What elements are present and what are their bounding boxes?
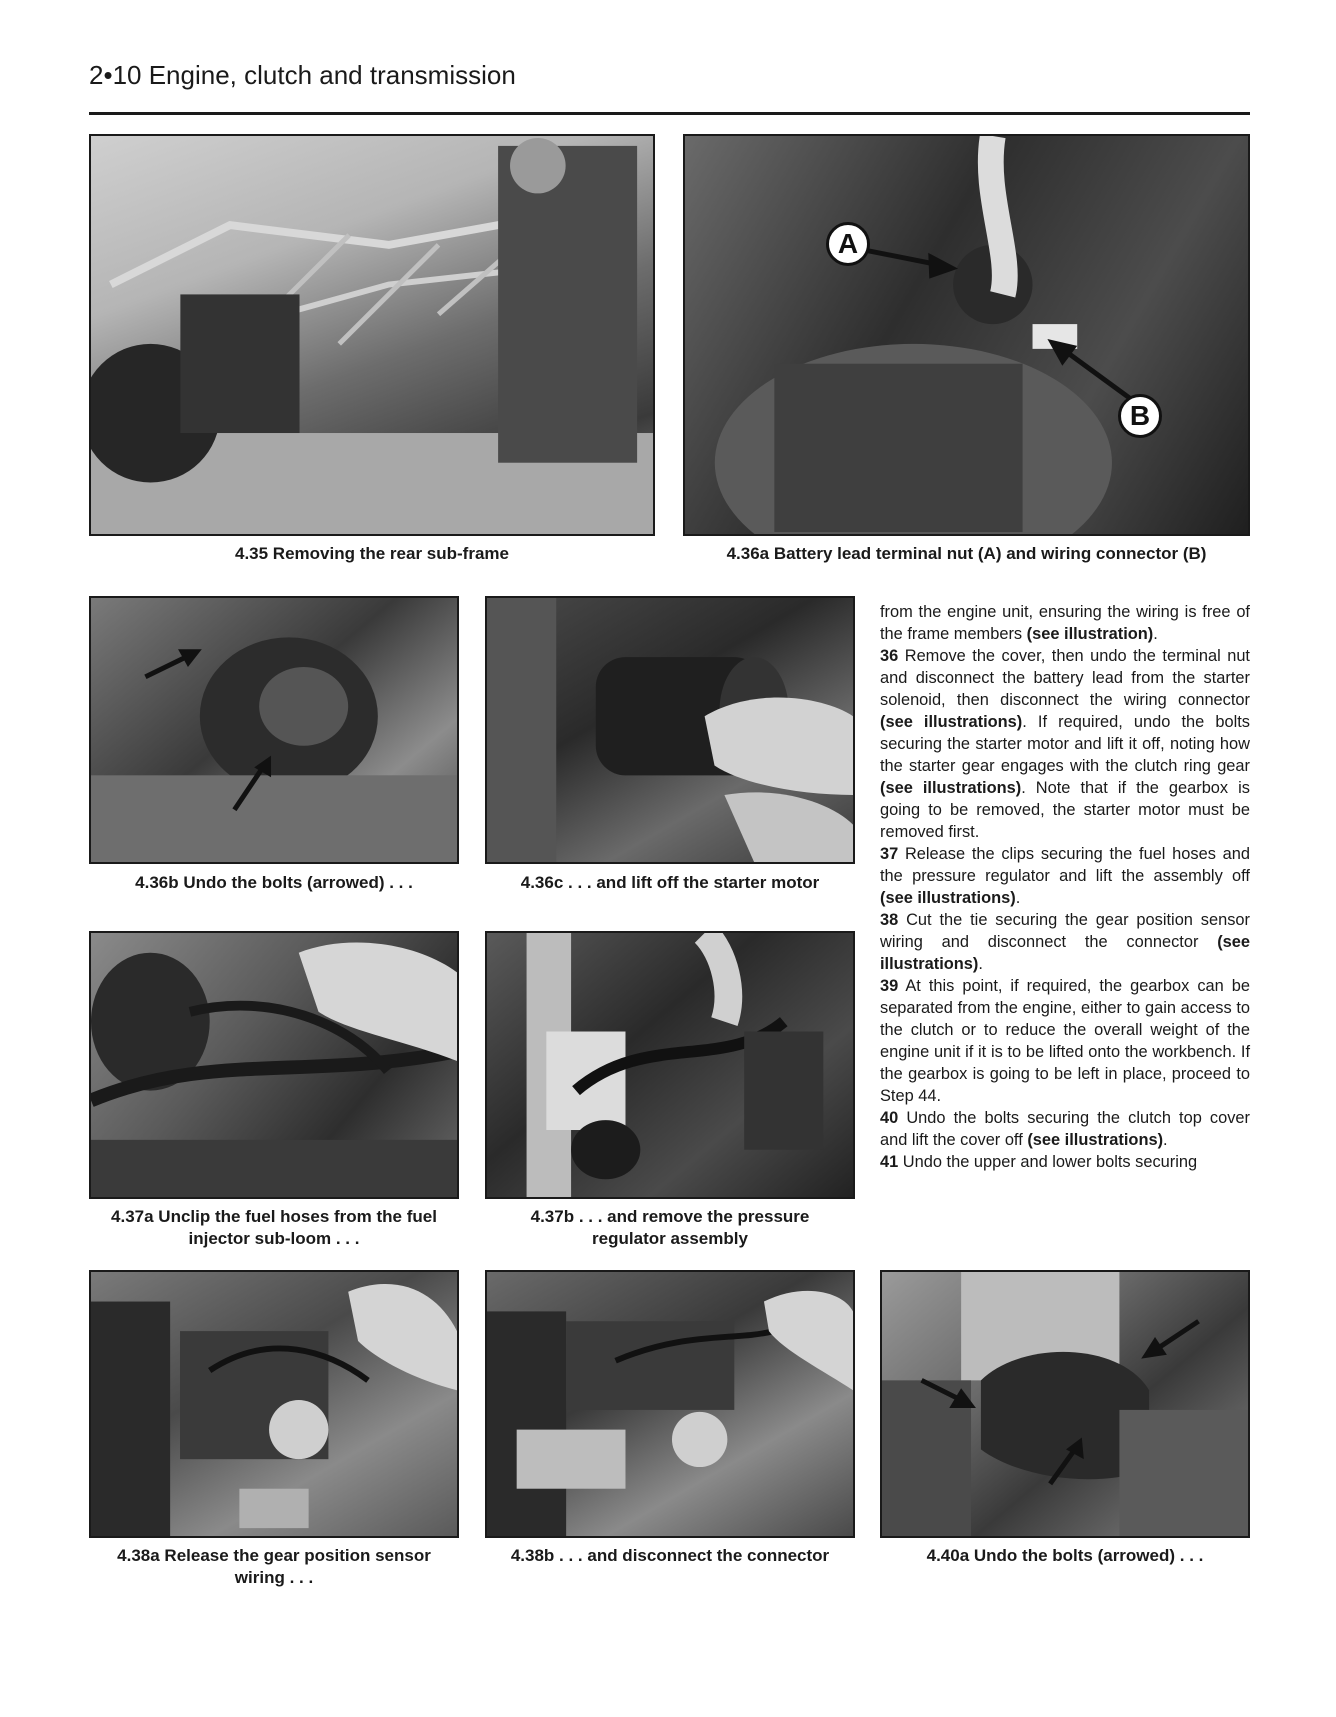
photo-fuel-hoses <box>89 931 459 1199</box>
text: Release the clips securing the fuel hoses and the pressure regulator and lift the assembly off <box>880 845 1250 885</box>
step-number: 41 <box>880 1153 899 1171</box>
step-number: 38 <box>880 911 899 929</box>
text: . <box>1153 625 1158 643</box>
caption-4-37a <box>89 1206 459 1250</box>
photo-clutch-cover-bolts <box>880 1270 1250 1538</box>
step-37 <box>880 843 1250 909</box>
step-40 <box>880 1107 1250 1151</box>
caption-4-38a <box>89 1545 459 1589</box>
paragraph-continued <box>880 601 1250 645</box>
caption-4-36c: 4.36c . . . and lift off the starter motor <box>520 873 820 892</box>
step-36 <box>880 645 1250 843</box>
step-38 <box>880 909 1250 975</box>
step-number: 36 <box>880 647 899 665</box>
text: Remove the cover, then undo the terminal nut and disconnect the battery lead from the starter solenoid, then disconnect the wiring connector <box>880 647 1250 709</box>
caption-4-38a-line1: 4.38a Release the gear position sensor <box>117 1546 431 1565</box>
marker-b: B <box>1118 394 1162 438</box>
photo-rear-subframe <box>89 134 655 536</box>
text: from the engine unit, ensuring the wiring is free of the frame members <box>880 603 1250 643</box>
step-39 <box>880 975 1250 1107</box>
page-header: 2•10 Engine, clutch and transmission <box>89 60 516 90</box>
text: . <box>1163 1131 1168 1149</box>
text: At this point, if required, the gearbox can be separated from the engine, either to gain access to the clutch or to reduce the overall weight of the engine unit if it is to be lifted onto the workbench. If the gearbox is going to be left in place, proceed to Step 44. <box>880 977 1250 1105</box>
marker-a: A <box>826 222 870 266</box>
caption-4-40a: 4.40a Undo the bolts (arrowed) . . . <box>926 1546 1204 1565</box>
caption-4-37a-line1: 4.37a Unclip the fuel hoses from the fuel <box>111 1207 437 1226</box>
body-text-column <box>880 601 1250 1173</box>
caption-4-38b: 4.38b . . . and disconnect the connector <box>510 1546 830 1565</box>
caption-4-36b: 4.36b Undo the bolts (arrowed) . . . <box>135 873 413 892</box>
cross-reference: (see illustrations) <box>880 713 1023 731</box>
caption-4-37b-line1: 4.37b . . . and remove the pressure <box>530 1207 810 1226</box>
step-number: 40 <box>880 1109 899 1127</box>
text: Cut the tie securing the gear position sensor wiring and disconnect the connector <box>880 911 1250 951</box>
photo-starter-motor-removal <box>485 596 855 864</box>
photo-gear-position-wiring <box>89 1270 459 1538</box>
caption-4-37b-line2: regulator assembly <box>592 1229 748 1248</box>
cross-reference: (see illustrations) <box>880 889 1016 907</box>
step-number: 37 <box>880 845 899 863</box>
text: . <box>1015 889 1021 907</box>
caption-4-37a-line2: injector sub-loom . . . <box>188 1229 360 1248</box>
text: . <box>978 955 983 973</box>
step-number: 39 <box>880 977 899 995</box>
photo-battery-lead-terminal <box>683 134 1250 536</box>
step-41 <box>880 1151 1250 1173</box>
cross-reference: (see illustrations) <box>880 933 1250 973</box>
text: Undo the bolts securing the clutch top cover and lift the cover off <box>880 1109 1250 1149</box>
caption-4-36a: 4.36a Battery lead terminal nut (A) and wiring connector (B) <box>726 544 1207 563</box>
text: . Note that if the gearbox is going to be removed, the starter motor must be removed first. <box>880 779 1250 841</box>
cross-reference: (see illustrations) <box>1027 1131 1164 1149</box>
text: Undo the upper and lower bolts securing <box>898 1153 1198 1171</box>
text: . If required, undo the bolts securing the starter motor and lift it off, noting how the starter gear engages with the clutch ring gear <box>880 713 1250 775</box>
cross-reference: (see illustration) <box>1026 625 1154 643</box>
photo-pressure-regulator <box>485 931 855 1199</box>
header-rule <box>89 112 1250 115</box>
caption-4-38a-line2: wiring . . . <box>234 1568 314 1587</box>
photo-disconnect-connector <box>485 1270 855 1538</box>
caption-4-37b <box>485 1206 855 1250</box>
caption-4-35: 4.35 Removing the rear sub-frame <box>235 544 509 563</box>
cross-reference: (see illustrations) <box>880 779 1022 797</box>
photo-starter-bolts <box>89 596 459 864</box>
